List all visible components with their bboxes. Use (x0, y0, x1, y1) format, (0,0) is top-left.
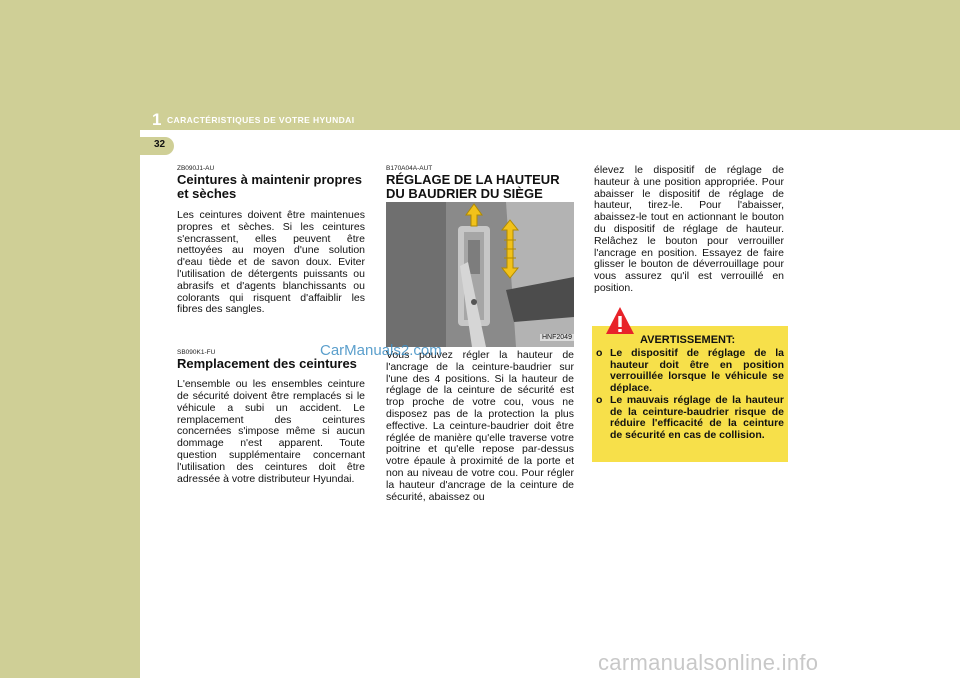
bullet: o (596, 394, 603, 406)
page-number: 32 (154, 139, 166, 150)
section-body: Vous pouvez régler la hauteur de l'ancrage de la ceinture-baudrier sur l'une des 4 positions. Si la hauteur de réglage de la ceinture de sécurité est trop proche de votre cou, vous ne disposez pas de la protection la plus effective. La ceinture-baudrier doit être réglée de manière qu'elle traverse votre poitrine et qu'elle repose par-dessus votre épaule à proximité de la porte et non au niveau de votre cou. Pour régler la hauteur d'ancrage de la ceinture de sécurité, abaissez ou (386, 349, 574, 503)
left-margin-band (0, 130, 140, 678)
adjust-arrows-icon (502, 220, 518, 278)
column-1 (177, 165, 365, 485)
warning-text: Le dispositif de réglage de la hauteur doit être en position verrouillée lorsque le véhicule se déplace. (610, 347, 784, 394)
warning-icon (605, 306, 635, 336)
warning-list (596, 348, 784, 442)
section-heading: Remplacement des ceintures (177, 356, 357, 372)
bullet: o (596, 347, 603, 359)
column-3 (594, 165, 784, 295)
section-body: Les ceintures doivent être maintenues propres et sèches. Si les ceintures s'encrassent, elles peuvent être nettoyées au moyen d'une solution d'eau tiède et de savon doux. Eviter l'utilisation de détergents puissants ou abrasifs et d'agents blanchissants ou colorants qui risquent d'affaiblir les fibres des sangles. (177, 209, 365, 316)
watermark-top: CarManuals2.com (320, 342, 442, 359)
section-heading: RÉGLAGE DE LA HAUTEUR DU BAUDRIER DU SIÈGE (386, 172, 560, 201)
watermark-bottom: carmanualsonline.info (598, 650, 819, 675)
seat-belt-illustration (386, 202, 574, 347)
section-code: SB090K1-FU (177, 349, 216, 357)
warning-item (596, 395, 784, 441)
header-band (0, 0, 960, 130)
warning-item (596, 348, 784, 394)
section-body: élevez le dispositif de réglage de hauteur à une position appropriée. Pour abaisser le dispositif de réglage de hauteur, tirez-le. Pour l'abaisser, abaissez-le tout en actionnant le bouton du dispositif de réglage de hauteur. Relâchez le bouton pour verrouiller l'ancrage en position. Essayez de faire glisser le bouton de déverrouillage pour vous assurez qu'il est verrouillé en position. (594, 164, 784, 294)
warning-title: AVERTISSEMENT: (640, 334, 736, 346)
section-code: ZB090J1-AU (177, 165, 215, 172)
section-heading: Ceintures à maintenir propres et sèches (177, 172, 362, 201)
chapter-title: CARACTÉRISTIQUES DE VOTRE HYUNDAI (167, 115, 355, 125)
chapter-number: 1 (152, 110, 162, 129)
section-body: L'ensemble ou les ensembles ceinture de sécurité doivent être remplacés si le véhicule a subi un accident. Le remplacement des ceintures concernées s'impose même si aucun dommage n'est apparent. Toute question supplémentaire concernant l'utilisation des ceintures doit être adressée à votre distributeur Hyundai. (177, 378, 365, 485)
seat-belt-figure (386, 202, 574, 347)
figure-label: HNF2049 (542, 334, 572, 341)
warning-text: Le mauvais réglage de la hauteur de la ceinture-baudrier risque de réduire l'efficacité de la ceinture de sécurité en cas de collision. (610, 394, 784, 441)
section-code: B170A04A-AUT (386, 165, 433, 172)
